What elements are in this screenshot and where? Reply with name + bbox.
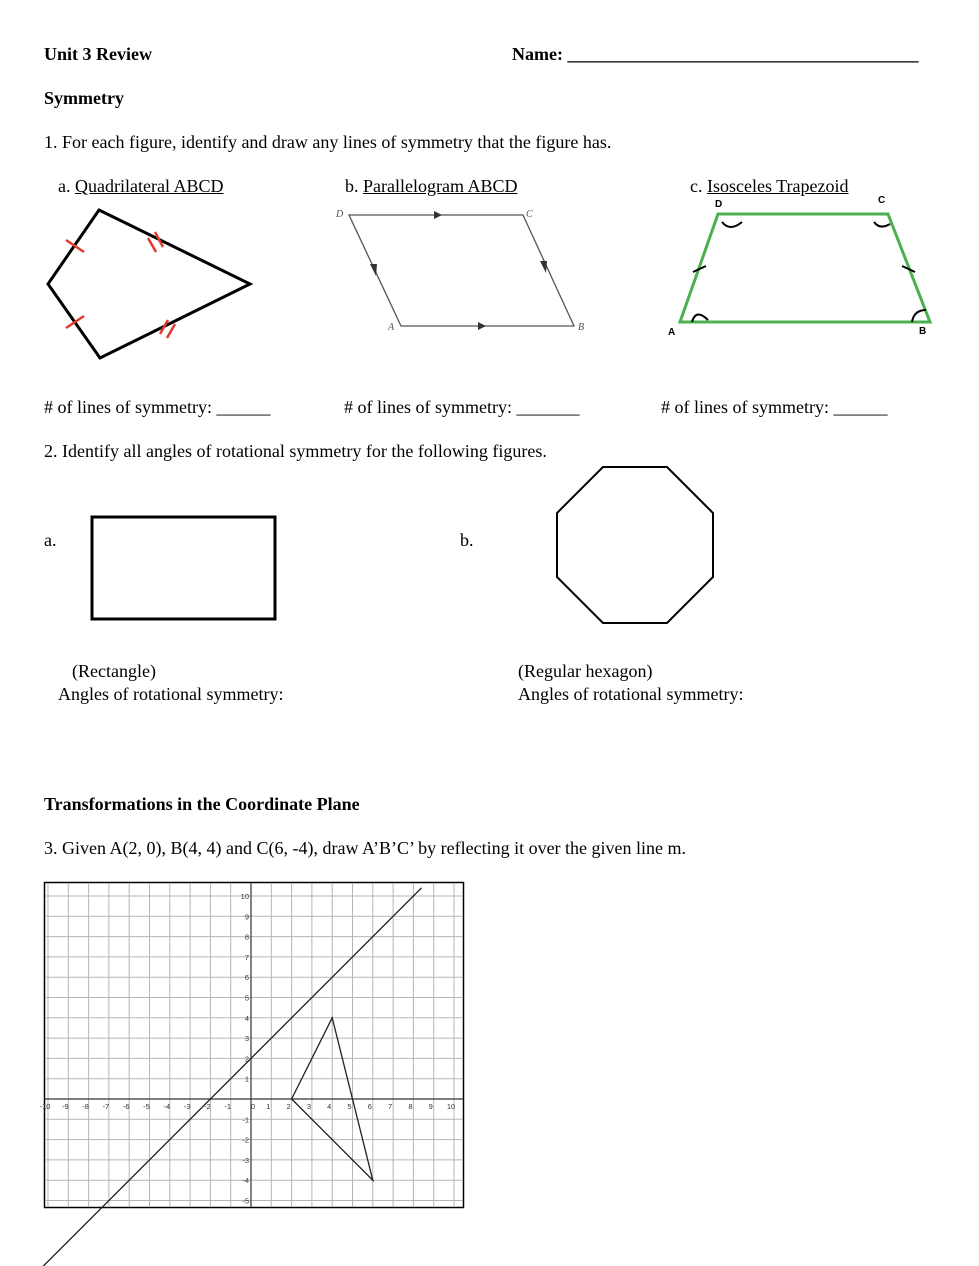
question-3-prompt: 3. Given A(2, 0), B(4, 4) and C(6, -4), draw A’B’C’ by reflecting it over the given line m. — [44, 838, 687, 858]
x-tick-label: -2 — [204, 1102, 211, 1111]
rectangle-figure — [92, 517, 275, 619]
trapezoid-angle-arc — [692, 314, 708, 322]
q1c-answer-field[interactable]: # of lines of symmetry: ______ — [661, 397, 888, 417]
x-tick-label: 9 — [428, 1102, 433, 1111]
coordinate-grid[interactable] — [39, 882, 464, 1208]
y-tick-label: 10 — [240, 892, 249, 901]
y-tick-label: 6 — [244, 973, 249, 983]
y-tick-label: 5 — [244, 993, 249, 1003]
kite-double-tick — [155, 232, 163, 247]
x-tick-label: -8 — [82, 1102, 89, 1111]
q1c-label — [690, 176, 848, 197]
x-tick-label: -10 — [39, 1102, 51, 1111]
x-tick-label: 3 — [306, 1102, 311, 1111]
x-tick-label: 8 — [408, 1102, 413, 1111]
q2b-caption: (Regular hexagon) — [518, 661, 653, 681]
grid-border — [45, 883, 464, 1208]
x-tick-label: -5 — [143, 1102, 150, 1111]
trapezoid-tick-mark — [693, 266, 706, 272]
parallel-arrow-mark — [370, 264, 377, 276]
parallel-arrow-mark — [478, 322, 486, 330]
x-tick-label: 10 — [446, 1102, 456, 1111]
section-heading-transformations: Transformations in the Coordinate Plane — [44, 794, 360, 814]
x-tick-label: -9 — [61, 1102, 69, 1111]
x-tick-label: -4 — [163, 1102, 171, 1111]
name-label — [512, 44, 918, 65]
parallel-arrow-mark — [434, 211, 442, 219]
q1a-figure-name: Quadrilateral ABCD — [75, 176, 224, 196]
y-tick-label: 4 — [244, 1013, 249, 1023]
y-tick-label: -4 — [242, 1176, 249, 1186]
x-tick-label: -3 — [183, 1102, 191, 1111]
q1a-label — [58, 176, 223, 197]
trapezoid-outline — [680, 214, 930, 322]
line-m — [1, 888, 421, 1266]
parallelogram-figure — [349, 211, 574, 330]
y-tick-label: 8 — [244, 932, 249, 942]
x-tick-label: -7 — [102, 1102, 110, 1111]
parallelogram-outline — [349, 215, 574, 326]
y-tick-label: -3 — [242, 1155, 249, 1165]
q1b-figure-name: Parallelogram ABCD — [363, 176, 518, 196]
trapezoid-vertex-d: D — [715, 199, 723, 210]
name-label-text: Name: — [512, 44, 563, 64]
parallelogram-vertex-c: C — [526, 209, 533, 220]
parallel-arrow-mark — [540, 261, 547, 273]
kite-double-tick — [148, 238, 156, 252]
x-tick-label: 7 — [388, 1102, 393, 1111]
y-tick-label: 7 — [244, 952, 249, 962]
x-tick-label: -6 — [122, 1102, 130, 1111]
trapezoid-figure — [680, 214, 930, 322]
q2b-letter: b. — [460, 530, 474, 550]
y-tick-label: 9 — [244, 912, 249, 922]
q2b-answer-field[interactable]: Angles of rotational symmetry: — [518, 684, 744, 704]
kite-double-tick — [167, 324, 175, 338]
kite-figure — [48, 210, 250, 358]
q1c-figure-name: Isosceles Trapezoid — [707, 176, 849, 196]
q1a-letter: a. — [58, 176, 71, 196]
question-1-prompt: 1. For each figure, identify and draw any lines of symmetry that the figure has. — [44, 132, 612, 152]
triangle-vertex — [331, 1017, 333, 1019]
trapezoid-vertex-c: C — [878, 195, 886, 206]
q1b-answer-field[interactable]: # of lines of symmetry: _______ — [344, 397, 580, 417]
trapezoid-angle-arc — [912, 310, 926, 322]
kite-tick-mark — [66, 240, 84, 252]
parallelogram-vertex-a: A — [388, 322, 395, 333]
x-tick-label: 6 — [367, 1102, 372, 1111]
x-tick-label: 0 — [250, 1102, 256, 1111]
triangle-vertex — [372, 1179, 374, 1181]
trapezoid-vertex-b: B — [919, 326, 927, 337]
y-tick-label: 2 — [244, 1054, 249, 1064]
section-heading-symmetry: Symmetry — [44, 88, 124, 108]
x-tick-label: 1 — [266, 1102, 271, 1111]
kite-double-tick — [160, 320, 168, 334]
q1b-letter: b. — [345, 176, 359, 196]
x-tick-label: -1 — [224, 1102, 232, 1111]
q1b-label — [345, 176, 517, 197]
name-field[interactable]: _______________________________________ — [567, 44, 919, 64]
q2a-caption: (Rectangle) — [72, 661, 156, 681]
trapezoid-tick-mark — [902, 266, 915, 272]
kite-tick-mark — [66, 316, 84, 328]
x-tick-label: 2 — [286, 1102, 291, 1111]
octagon-figure — [557, 467, 713, 623]
q2a-answer-field[interactable]: Angles of rotational symmetry: — [58, 684, 284, 704]
q1c-letter: c. — [690, 176, 703, 196]
trapezoid-angle-arc — [874, 222, 890, 227]
worksheet-title: Unit 3 Review — [44, 44, 152, 64]
trapezoid-vertex-a: A — [668, 327, 676, 338]
question-2-prompt: 2. Identify all angles of rotational symmetry for the following figures. — [44, 441, 547, 461]
x-tick-label: 5 — [347, 1102, 352, 1111]
parallelogram-vertex-b: B — [578, 322, 585, 333]
x-tick-label: 4 — [327, 1102, 332, 1111]
y-tick-label: -2 — [242, 1135, 249, 1145]
kite-outline — [48, 210, 250, 358]
triangle-vertex — [291, 1098, 293, 1100]
q1a-answer-field[interactable]: # of lines of symmetry: ______ — [44, 397, 271, 417]
q2a-letter: a. — [44, 530, 57, 550]
parallelogram-vertex-d: D — [336, 209, 344, 220]
y-tick-label: 3 — [244, 1034, 249, 1044]
y-tick-label: 1 — [244, 1074, 249, 1084]
y-tick-label: -1 — [242, 1115, 249, 1125]
y-tick-label: -5 — [242, 1196, 249, 1206]
trapezoid-angle-arc — [722, 222, 742, 227]
